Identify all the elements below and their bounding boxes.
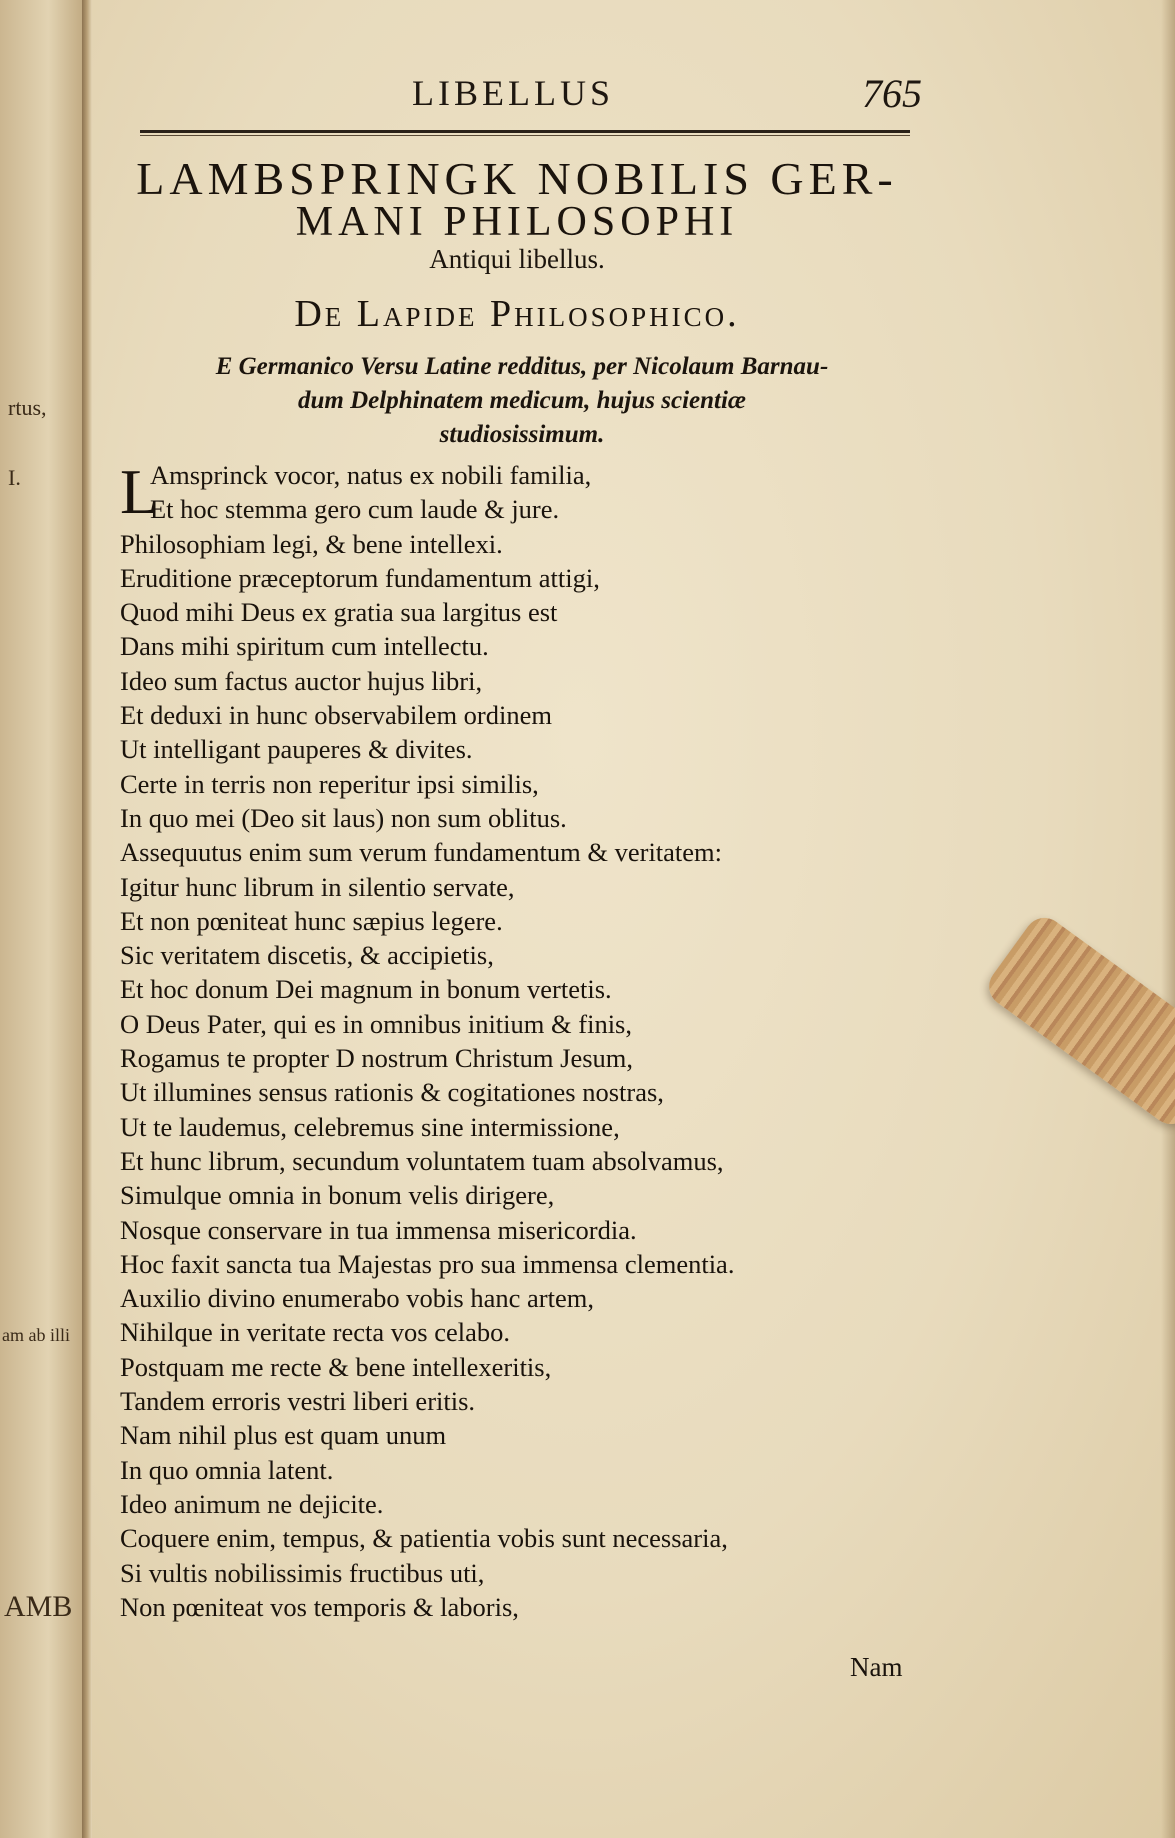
translation-note-line: E Germanico Versu Latine redditus, per Nicolaum Barnau- — [215, 353, 829, 380]
verse-line: Postquam me recte & bene intellexeritis, — [120, 1351, 552, 1382]
title-line-1: LAMBSPRINGK NOBILIS GER- — [136, 153, 898, 204]
translation-note-line: dum Delphinatem medicum, hujus scientiæ — [298, 387, 746, 414]
book-gutter — [82, 0, 92, 1838]
translation-note-line: studiosissimum. — [439, 421, 605, 448]
verse-line: Ideo animum ne dejicite. — [120, 1488, 384, 1519]
verse-line: Tandem erroris vestri liberi eritis. — [120, 1386, 476, 1417]
verse-line: Nosque conservare in tua immensa misericordia. — [120, 1214, 637, 1245]
verse-line: Assequutus enim sum verum fundamentum & veritatem: — [120, 837, 723, 868]
header-rule-thin — [140, 135, 910, 136]
verse-line: In quo omnia latent. — [120, 1454, 334, 1485]
facing-page-fragment: am ab illi — [2, 1325, 70, 1345]
verse-line: O Deus Pater, qui es in omnibus initium & finis, — [120, 1008, 632, 1039]
running-title: LIBELLUS — [412, 73, 614, 113]
verse-line: Et non pœniteat hunc sæpius legere. — [120, 905, 503, 936]
verse-line: Auxilio divino enumerabo vobis hanc artem, — [120, 1283, 594, 1314]
verse-line: Eruditione præceptorum fundamentum attigi, — [120, 562, 600, 593]
header-rule — [140, 130, 910, 133]
catchword: Nam — [850, 1652, 903, 1682]
verse-line: Sic veritatem discetis, & accipietis, — [120, 940, 494, 971]
verse-line: Nihilque in veritate recta vos celabo. — [120, 1317, 510, 1348]
verse-line: Rogamus te propter D nostrum Christum Jesum, — [120, 1043, 634, 1074]
verse-line: Ut intelligant pauperes & divites. — [120, 734, 473, 765]
verse-line: Igitur hunc librum in silentio servate, — [120, 871, 515, 902]
verse-line: Ut te laudemus, celebremus sine intermissione, — [120, 1111, 620, 1142]
verse-line: Nam nihil plus est quam unum — [120, 1420, 447, 1451]
verse-line: Dans mihi spiritum cum intellectu. — [120, 631, 489, 662]
translation-note — [122, 350, 922, 452]
verse-line: Certe in terris non reperitur ipsi similis, — [120, 768, 539, 799]
verse-line: Quod mihi Deus ex gratia sua largitus est — [120, 597, 558, 628]
verse-line: In quo mei (Deo sit laus) non sum oblitus. — [120, 802, 567, 833]
verse-line: Et deduxi in hunc observabilem ordinem — [120, 700, 552, 731]
section-heading: De Lapide Philosophico. — [294, 293, 740, 335]
facing-page-fragment: AMB — [4, 1590, 73, 1623]
book-page — [92, 0, 1175, 1838]
title-line-2: MANI PHILOSOPHI — [295, 199, 739, 245]
verse-block — [120, 458, 940, 1624]
verse-line: Simulque omnia in bonum velis dirigere, — [120, 1180, 555, 1211]
page-edge-shadow — [1161, 0, 1175, 1838]
verse-line: Si vultis nobilissimis fructibus uti, — [120, 1557, 485, 1588]
verse-line: Amsprinck vocor, natus ex nobili familia, — [150, 460, 592, 490]
verse-line: Et hoc donum Dei magnum in bonum vertetis. — [120, 974, 612, 1005]
verse-line: Philosophiam legi, & bene intellexi. — [120, 528, 503, 559]
verse-line: Ideo sum factus auctor hujus libri, — [120, 665, 483, 696]
facing-page-fragment: rtus, — [8, 395, 47, 420]
page-number: 765 — [862, 71, 922, 116]
running-head — [92, 64, 1175, 124]
facing-page-fragment: I. — [8, 465, 21, 490]
verse-line: Ut illumines sensus rationis & cogitationes nostras, — [120, 1077, 664, 1108]
verse-line: Et hoc stemma gero cum laude & jure. — [150, 494, 560, 525]
title-subtitle: Antiqui libellus. — [429, 244, 605, 274]
verse-line: Non pœniteat vos temporis & laboris, — [120, 1591, 519, 1622]
verse-line: Hoc faxit sancta tua Majestas pro sua immensa clementia. — [120, 1248, 735, 1279]
verse-line: Coquere enim, tempus, & patientia vobis sunt necessaria, — [120, 1523, 728, 1554]
facing-page-edge — [0, 0, 88, 1838]
drop-cap: L — [120, 456, 160, 527]
verse-line: Et hunc librum, secundum voluntatem tuam absolvamus, — [120, 1145, 724, 1176]
